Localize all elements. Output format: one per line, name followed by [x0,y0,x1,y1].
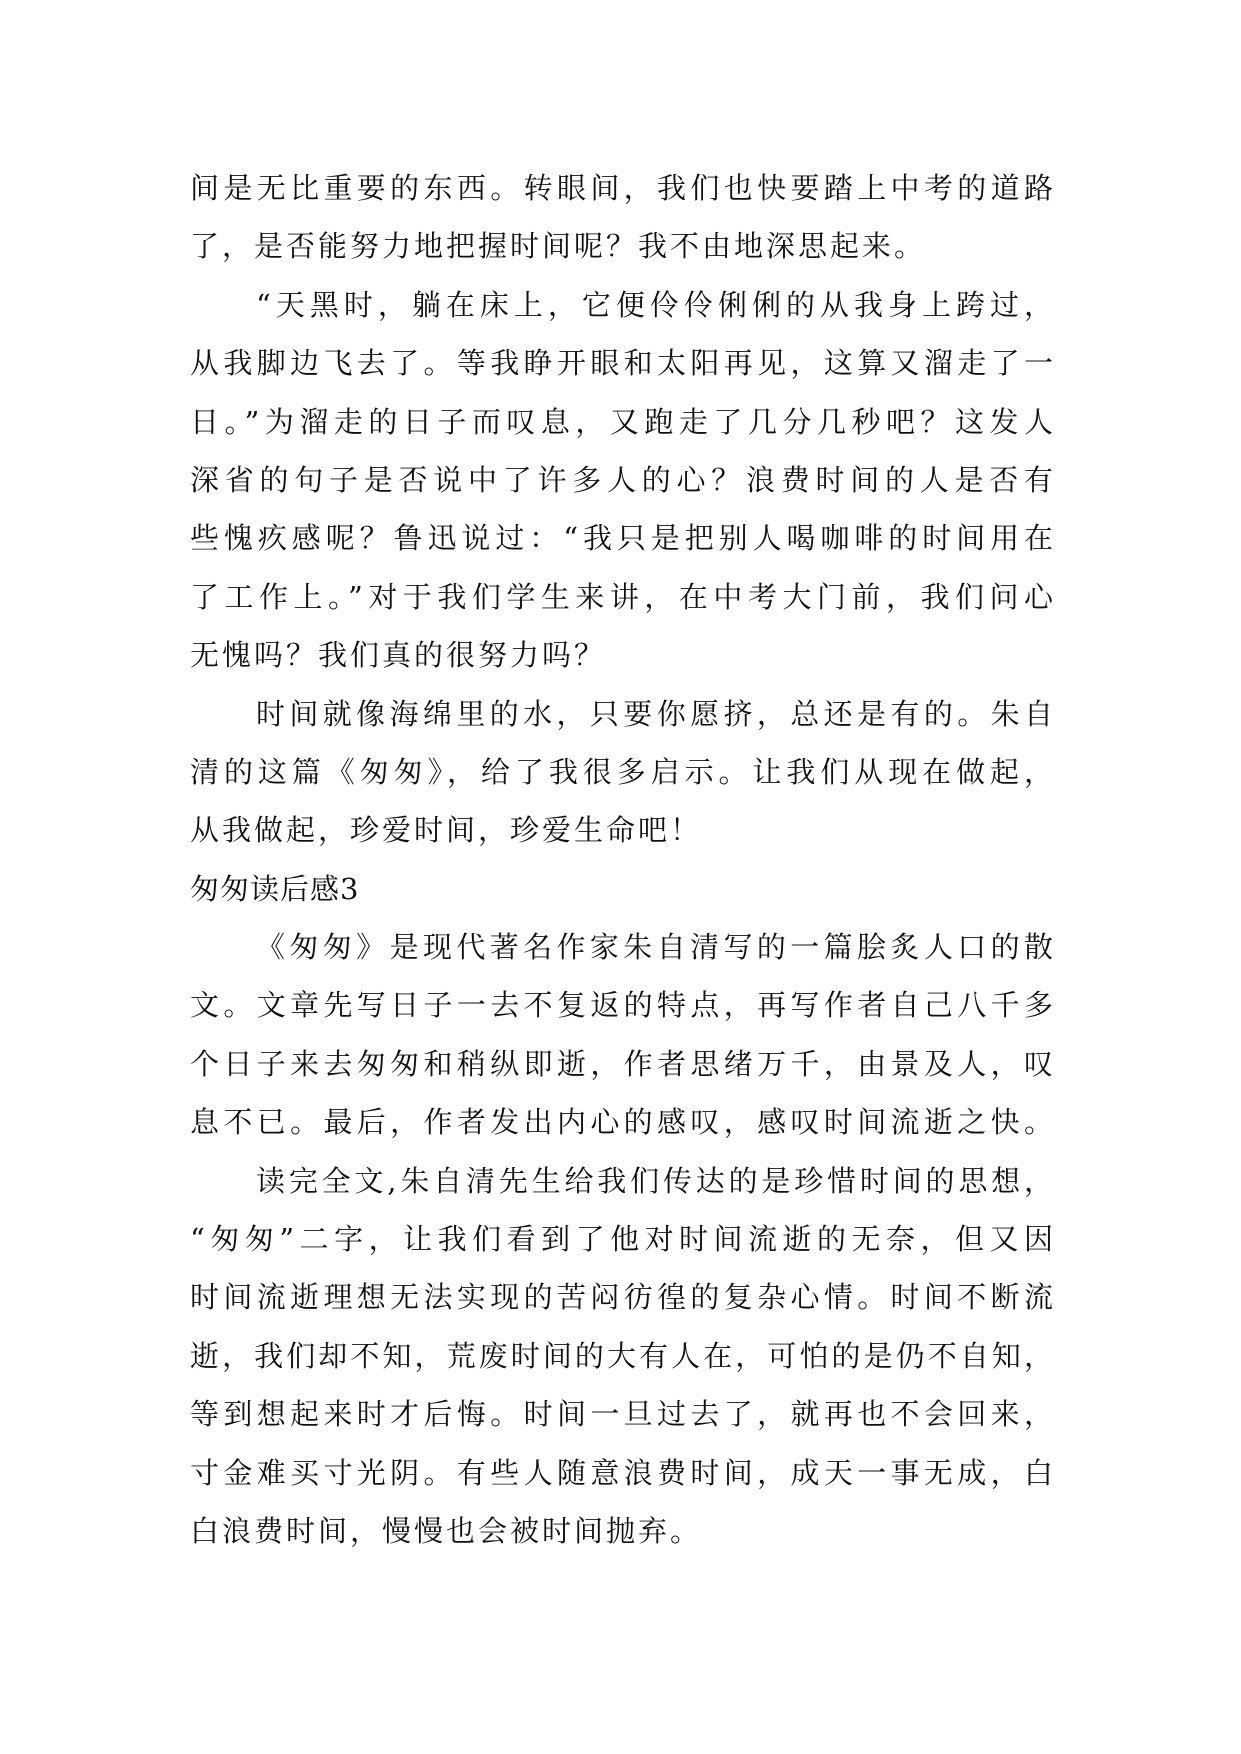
text-line: “天黑时，躺在床上，它便伶伶俐俐的从我身上跨过， [256,287,1056,322]
text-line: 时间就像海绵里的水，只要你愿挤，总还是有的。朱自 [256,696,1056,731]
text-line: 寸金难买寸光阴。有些人随意浪费时间，成天一事无成，白 [190,1455,1056,1490]
text-line: 个日子来去匆匆和稍纵即逝，作者思绪万千，由景及人，叹 [190,1046,1056,1081]
text-line: “匆匆”二字，让我们看到了他对时间流逝的无奈，但又因 [190,1222,1056,1257]
text-line: 息不已。最后，作者发出内心的感叹，感叹时间流逝之快。 [190,1105,1056,1140]
text-line: 读完全文,朱自清先生给我们传达的是珍惜时间的思想， [256,1163,1056,1198]
text-line: 了，是否能努力地把握时间呢？我不由地深思起来。 [190,229,927,264]
text-line: 深省的句子是否说中了许多人的心？浪费时间的人是否有 [190,462,1056,497]
paragraph [190,918,1056,1152]
text-line: 间是无比重要的东西。转眼间，我们也快要踏上中考的道路 [190,171,1056,205]
text-line: 了工作上。”对于我们学生来讲，在中考大门前，我们问心 [190,579,1056,614]
text-line: 《匆匆》是现代著名作家朱自清写的一篇脍炙人口的散 [256,930,1056,965]
text-line: 等到想起来时才后悔。时间一旦过去了，就再也不会回来， [190,1397,1056,1432]
paragraph [190,1152,1056,1561]
text-line: 逝，我们却不知，荒废时间的大有人在，可怕的是仍不自知， [190,1338,1056,1373]
section-heading: 匆匆读后感3 [190,871,360,906]
paragraph [190,159,1056,276]
text-line: 无愧吗？我们真的很努力吗？ [190,638,607,673]
text-line: 白浪费时间，慢慢也会被时间抛弃。 [190,1513,703,1548]
text-line: 清的这篇《匆匆》，给了我很多启示。让我们从现在做起， [190,754,1056,789]
text-line: 日。”为溜走的日子而叹息，又跑走了几分几秒吧？这发人 [190,404,1056,439]
text-line: 时间流逝理想无法实现的苦闷彷徨的复杂心情。时间不断流 [190,1280,1056,1315]
paragraph [190,685,1056,860]
document-body [190,159,1056,1560]
text-line: 从我做起，珍爱时间，珍爱生命吧！ [190,813,703,848]
text-line: 文。文章先写日子一去不复返的特点，再写作者自己八千多 [190,988,1056,1023]
text-line: 些愧疚感呢？鲁迅说过：“我只是把别人喝咖啡的时间用在 [190,521,1056,556]
text-line: 从我脚边飞去了。等我睁开眼和太阳再见，这算又溜走了一 [190,346,1056,381]
paragraph [190,276,1056,685]
